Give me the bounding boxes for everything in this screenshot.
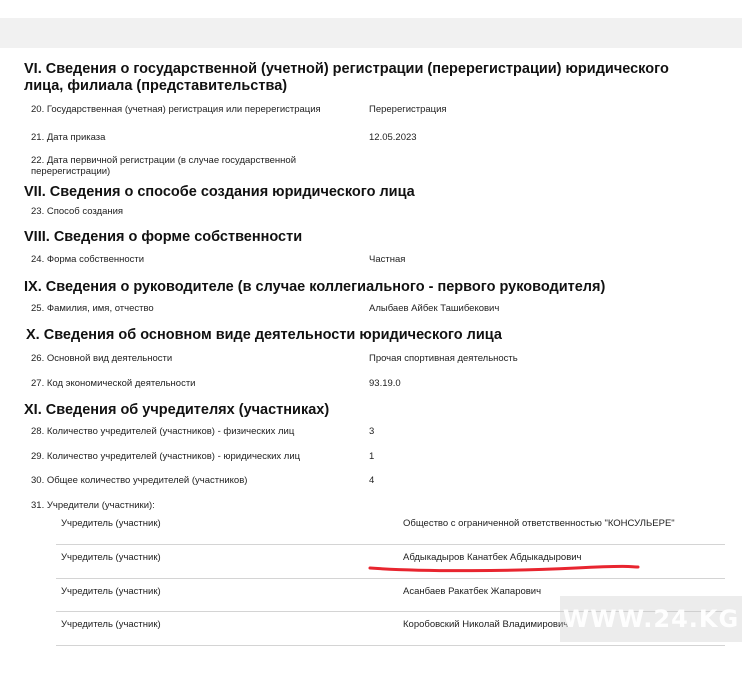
row-30-label: 30. Общее количество учредителей (участников) — [31, 475, 248, 486]
row-21-value: 12.05.2023 — [369, 132, 417, 143]
founder-separator — [56, 578, 725, 579]
founder-name: Коробовский Николай Владимирович — [403, 619, 569, 630]
watermark-logo: WWW.24.KG — [560, 596, 742, 642]
row-20-label: 20. Государственная (учетная) регистрация или перерегистрация — [31, 104, 321, 115]
row-25-label: 25. Фамилия, имя, отчество — [31, 303, 154, 314]
header-band — [0, 18, 742, 48]
row-29-label: 29. Количество учредителей (участников) - юридических лиц — [31, 451, 301, 462]
founder-separator — [56, 544, 725, 545]
row-30-value: 4 — [369, 475, 375, 486]
row-31-label: 31. Учредители (участники): — [31, 500, 155, 511]
row-26-value: Прочая спортивная деятельность — [369, 353, 518, 364]
row-24-label: 24. Форма собственности — [31, 254, 145, 265]
founder-separator — [56, 645, 725, 646]
row-28-value: 3 — [369, 426, 375, 437]
row-24-value: Частная — [369, 254, 406, 265]
row-29-value: 1 — [369, 451, 375, 462]
founder-role: Учредитель (участник) — [61, 586, 161, 597]
founder-name: Общество с ограниченной ответственностью "КОНСУЛЬЕРЕ" — [403, 518, 675, 529]
founder-role: Учредитель (участник) — [61, 518, 161, 529]
red-underline-stroke — [370, 566, 638, 570]
row-22-label: 22. Дата первичной регистрации (в случае государственной перерегистрации) — [31, 155, 297, 177]
row-27-value: 93.19.0 — [369, 378, 401, 389]
section-ix-title: IX. Сведения о руководителе (в случае коллегиального - первого руководителя) — [24, 279, 606, 295]
red-underline-highlight — [366, 556, 646, 578]
row-21-label: 21. Дата приказа — [31, 132, 106, 143]
row-20-value: Перерегистрация — [369, 104, 447, 115]
founder-role: Учредитель (участник) — [61, 552, 161, 563]
row-26-label: 26. Основной вид деятельности — [31, 353, 173, 364]
section-vi-title: VI. Сведения о государственной (учетной) регистрации (перерегистрации) юридического лица, филиала (представительства) — [24, 61, 669, 94]
row-27-label: 27. Код экономической деятельности — [31, 378, 196, 389]
section-x-title: X. Сведения об основном виде деятельности юридического лица — [26, 327, 502, 343]
section-vii-title: VII. Сведения о способе создания юридического лица — [24, 184, 415, 200]
row-23-label: 23. Способ создания — [31, 206, 124, 217]
section-xi-title: XI. Сведения об учредителях (участниках) — [24, 402, 330, 418]
founder-name: Асанбаев Ракатбек Жапарович — [403, 586, 542, 597]
row-28-label: 28. Количество учредителей (участников) - физических лиц — [31, 426, 295, 437]
section-viii-title: VIII. Сведения о форме собственности — [24, 229, 303, 245]
row-25-value: Алыбаев Айбек Ташибекович — [369, 303, 500, 314]
founder-name: Абдыкадыров Канатбек Абдыкадырович — [403, 552, 582, 563]
founder-role: Учредитель (участник) — [61, 619, 161, 630]
